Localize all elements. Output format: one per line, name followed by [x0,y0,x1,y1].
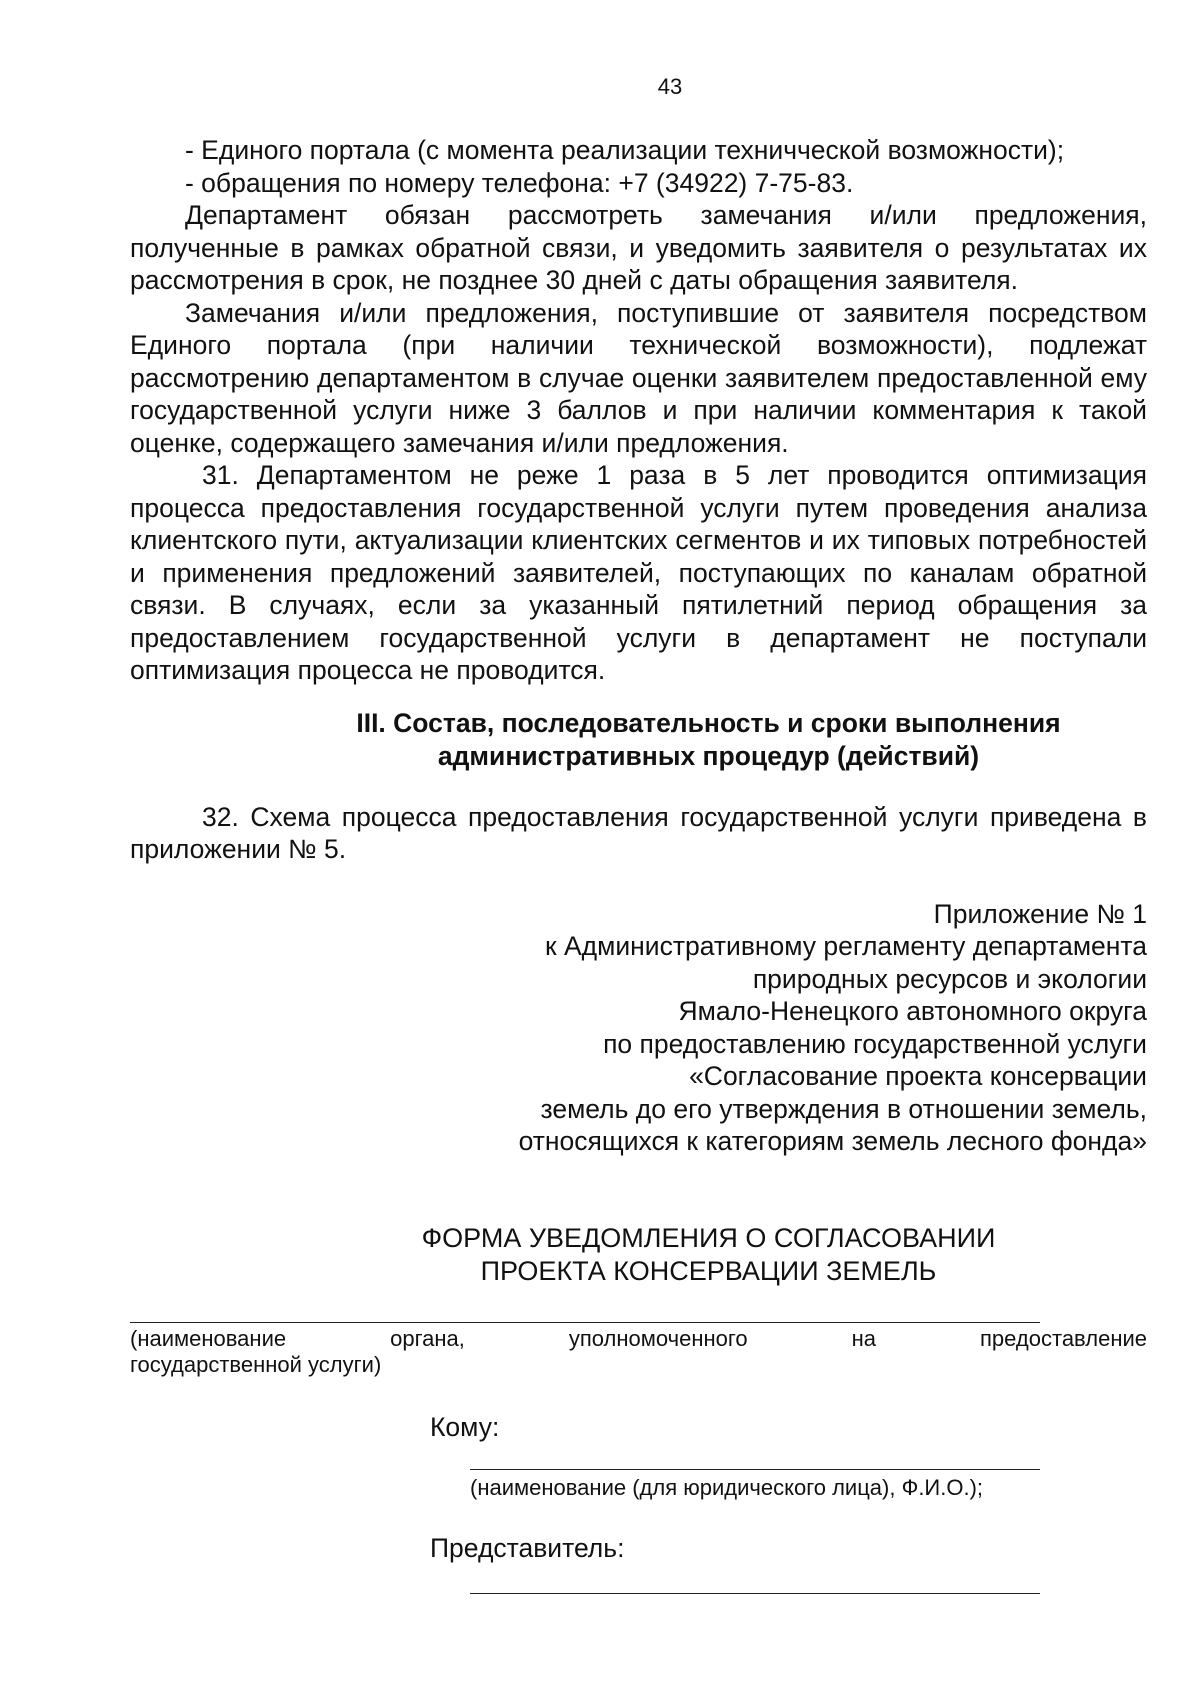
appendix-line-2: к Административному регламенту департамента [545,931,1147,961]
recipient-caption: (наименование (для юридического лица), Ф.И.О.); [470,1475,984,1500]
form-title-line-2: ПРОЕКТА КОНСЕРВАЦИИ ЗЕМЕЛЬ [480,1255,937,1286]
paragraph-phone: - обращения по номеру телефона: +7 (34922) 7-75-83. [185,167,854,198]
section-heading-line-2: административных процедур (действий) [437,740,980,771]
representative-label: Представитель: [430,1533,625,1563]
appendix-line-4: Ямало-Ненецкого автономного округа [678,996,1147,1026]
form-title [130,1222,1147,1288]
appendix-line-3: природных ресурсов и экологии [752,963,1147,994]
appendix-line-1: Приложение № 1 [933,898,1147,929]
paragraph-31: 31. Департаментом не реже 1 раза в 5 лет проводится оптимизация процесса предоставления государственной услуги путем проведения анализа клиентского пути, актуализации клиентских сегментов и их типовых потребностей и применения предложений заявителей, поступающих по каналам обратной связи. В случаях, если за указанный пятилетний период обращения за предоставлением государственной услуги в департамент не поступали оптимизация процесса не проводится. [130,460,1147,685]
appendix-header [130,898,1147,1158]
paragraph-remarks: Замечания и/или предложения, поступившие от заявителя посредством Единого портала (при наличии технической возможности), подлежат рассмотрению департаментом в случае оценки заявителем предоставленной ему государственной услуги ниже 3 баллов и при наличии комментария к такой оценке, содержащего замечания и/или предложения. [130,297,1147,458]
appendix-line-5: по предоставлению государственной услуги [603,1028,1147,1059]
section-heading-line-1: III. Состав, последовательность и сроки выполнения [356,707,1061,738]
page-number: 43 [657,74,683,99]
organization-caption-continued: государственной услуги) [130,1351,382,1377]
document-body [130,134,1147,1594]
appendix-line-8: относящихся к категориям земель лесного фонда» [518,1126,1147,1156]
representative-blank-line [470,1593,1040,1594]
section-heading [130,707,1147,773]
recipient-label: Кому: [430,1411,500,1442]
appendix-line-6: «Согласование проекта консервации [689,1061,1147,1091]
paragraph-portal: - Единого портала (с момента реализации техничческой возможности); [185,135,1065,165]
appendix-line-7: земель до его утверждения в отношении земель, [540,1093,1147,1124]
paragraph-department-duty: Департамент обязан рассмотреть замечания и/или предложения, полученные в рамках обратной связи, и уведомить заявителя о результатах их рассмотрения в срок, не позднее 30 дней с даты обращения заявителя. [130,200,1147,295]
organization-caption: (наименование органа, уполномоченного на предоставление [130,1325,1147,1351]
recipient-blank-line [470,1469,1040,1470]
paragraph-32: 32. Схема процесса предоставления государственной услуги приведена в приложении № 5. [130,801,1147,864]
form-title-line-1: ФОРМА УВЕДОМЛЕНИЯ О СОГЛАСОВАНИИ [421,1222,996,1253]
organization-blank-line [130,1322,1040,1323]
